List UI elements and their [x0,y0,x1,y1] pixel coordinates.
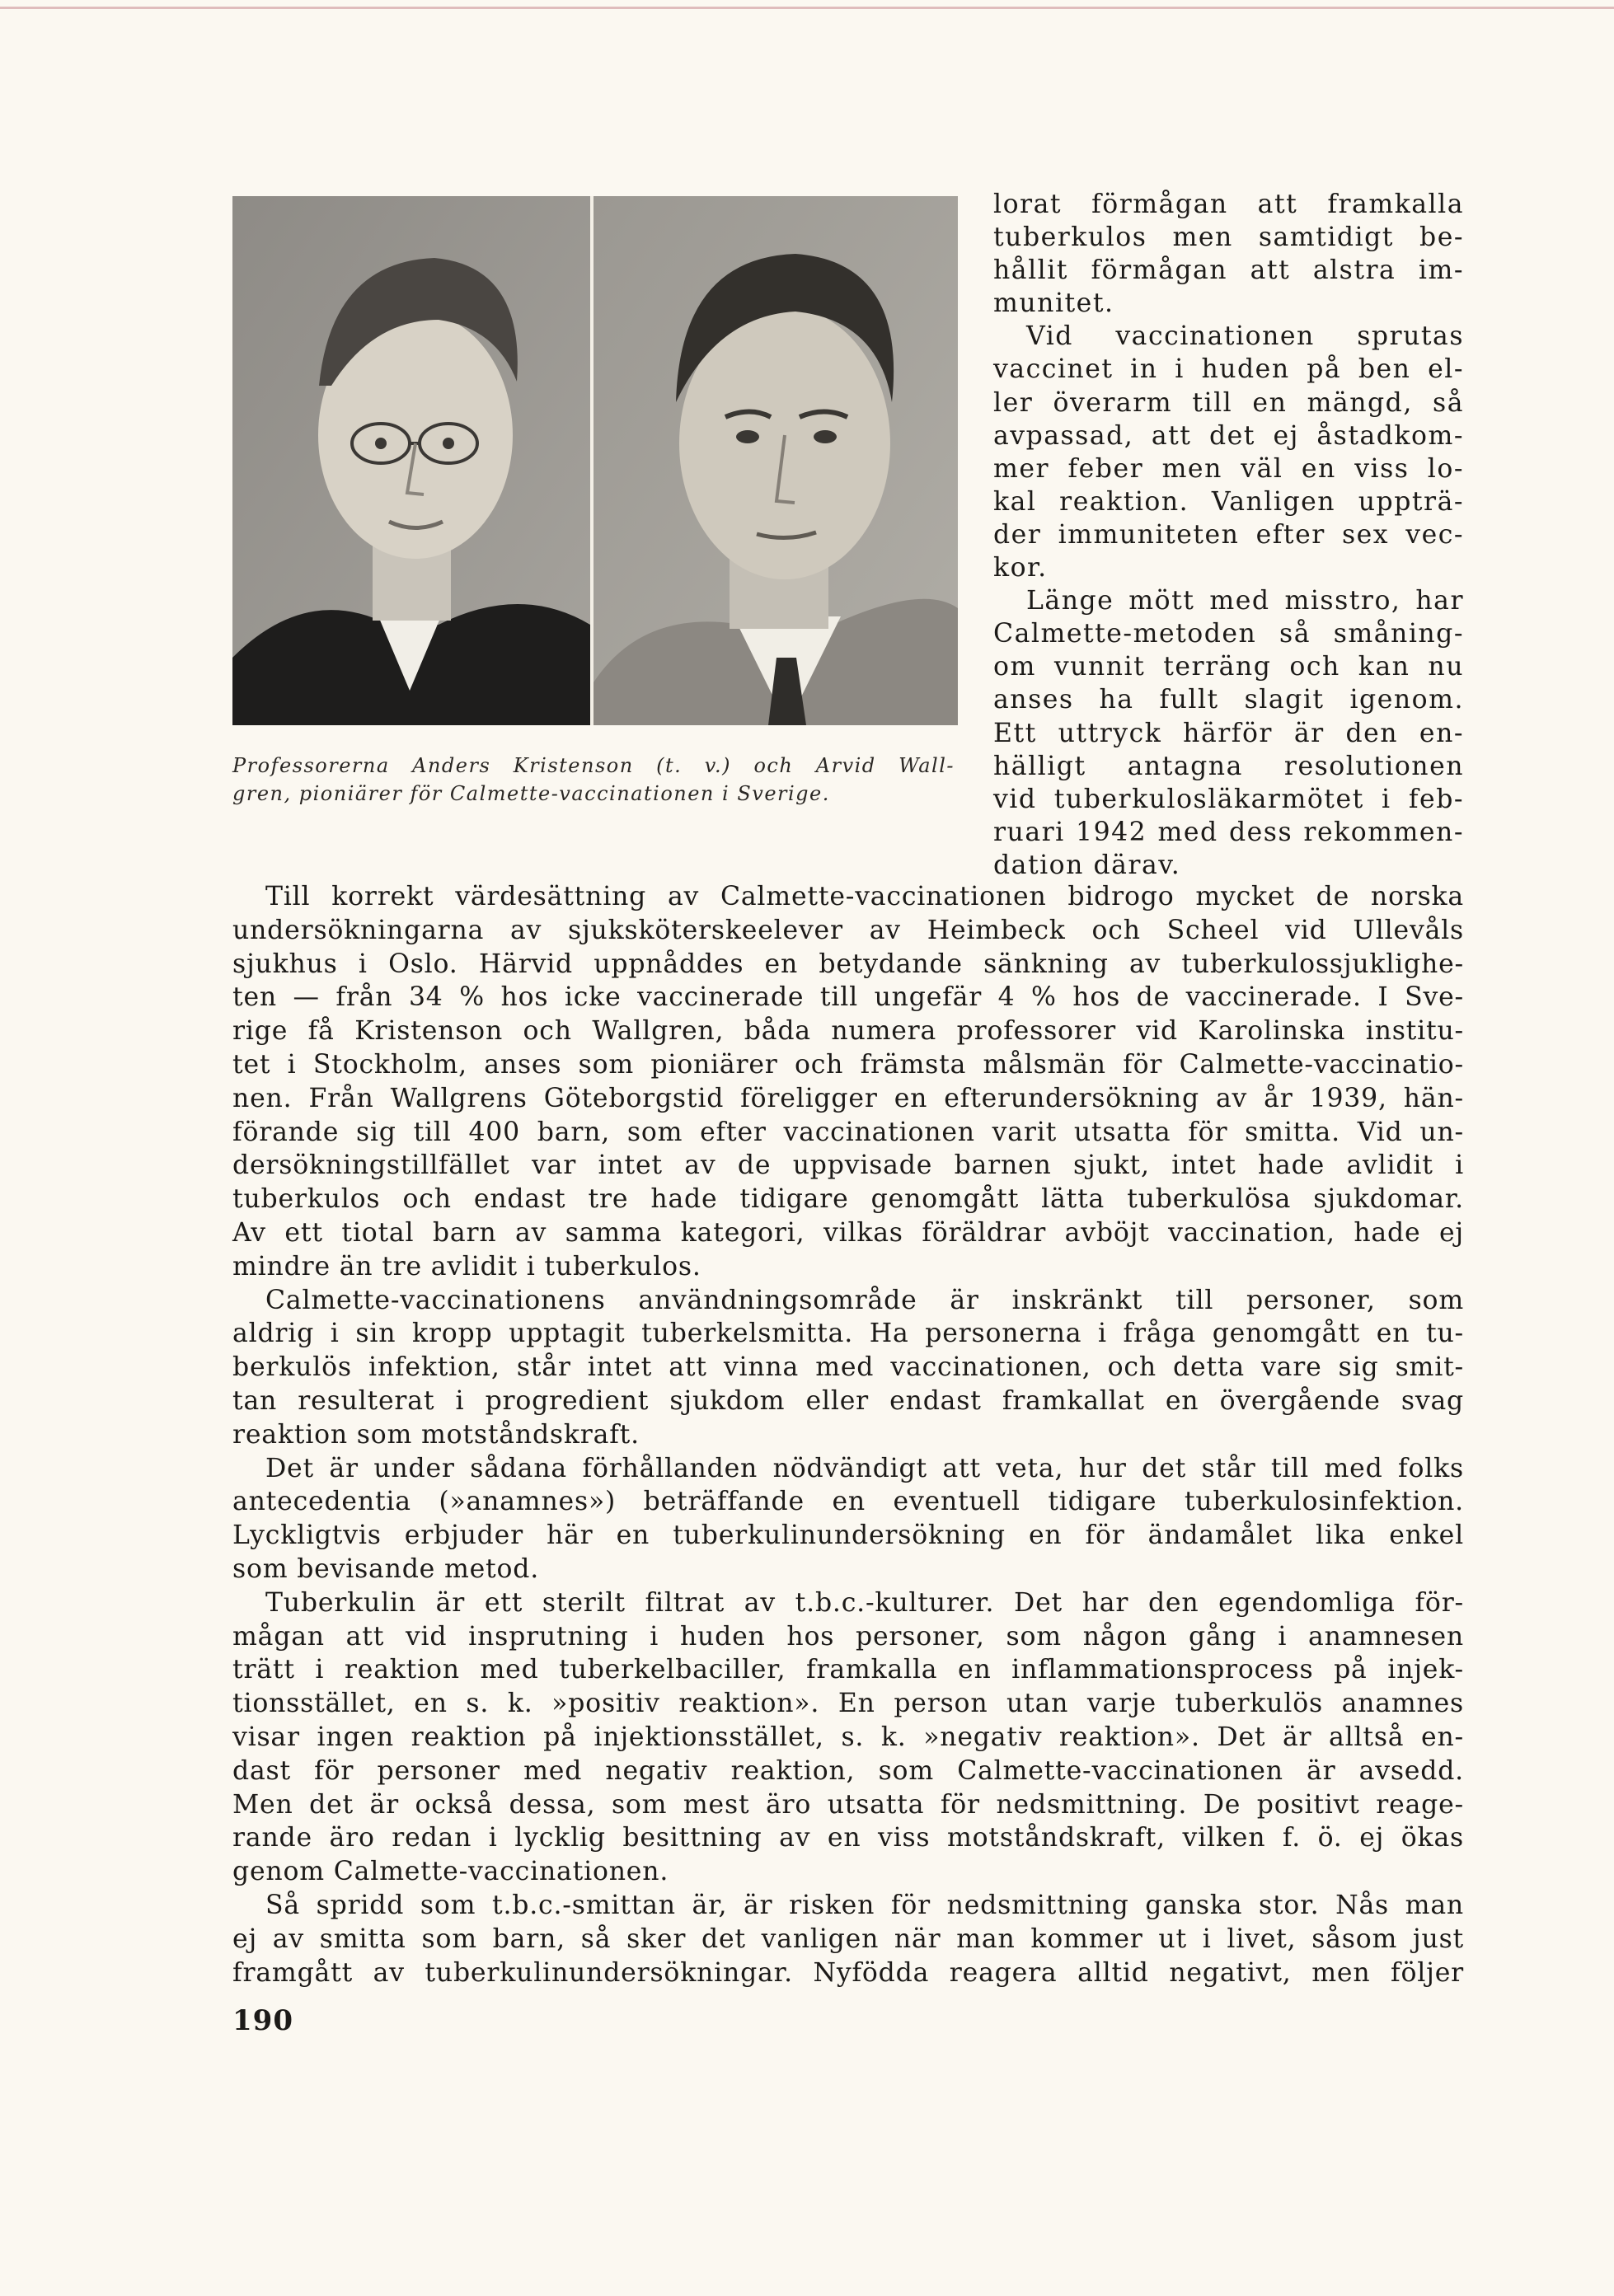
text-line: hälligt antagna resolutionen [993,751,1464,781]
text-line: vid tuberkulosläkarmötet i feb- [993,784,1464,814]
text-line: hållit förmågan att alstra im- [993,255,1464,286]
text-line: rande äro redan i lycklig besittning av en viss motståndskraft, vilken f. ö. ej ökas [232,1823,1464,1853]
text-line: dation därav. [993,850,1181,880]
text-line: der immuniteten efter sex vec- [993,519,1464,550]
page-number: 190 [232,2004,293,2037]
text-line: berkulös infektion, står intet att vinna med vaccinationen, och detta vare sig smit- [232,1352,1464,1383]
text-line: Så spridd som t.b.c.-smittan är, är risken för nedsmittning ganska stor. Nås man [265,1890,1464,1920]
text-line: tuberkulos men samtidigt be- [993,223,1464,253]
text-line: Av ett tiotal barn av samma kategori, vilkas föräldrar avböjt vaccination, hade ej [232,1217,1464,1248]
text-line: Vid vaccinationen sprutas [1026,321,1464,352]
text-line: om vunnit terräng och kan nu [993,652,1464,682]
text-line: undersökningarna av sjuksköterskeelever av Heimbeck och Scheel vid Ullevåls [232,915,1464,945]
portrait-photo-right [590,196,958,725]
photo-caption [232,752,955,808]
text-line: dersökningstillfället var intet av de uppvisade barnen sjukt, intet hade avlidit i [232,1150,1464,1181]
text-line: Lyckligtvis erbjuder här en tuberkulinundersökning en för ändamålet lika enkel [232,1521,1464,1551]
text-line: ten — från 34 % hos icke vaccinerade till ungefär 4 % hos de vaccinerade. I Sve- [232,982,1464,1013]
text-line: ler överarm till en mängd, så [993,387,1464,418]
portrait-photo-left [232,196,590,725]
text-line: rige få Kristenson och Wallgren, båda numera professorer vid Karolinska institu- [232,1016,1464,1047]
text-line: förande sig till 400 barn, som efter vaccinationen varit utsatta för smitta. Vid un- [232,1117,1464,1147]
text-line: vaccinet in i huden på ben el- [993,354,1464,385]
text-line: avpassad, att det ej åstadkom- [993,420,1464,451]
text-line: mindre än tre avlidit i tuberkulos. [232,1251,701,1282]
text-line: ej av smitta som barn, så sker det vanligen när man kommer ut i livet, såsom just [232,1923,1464,1954]
side-column-text [993,188,1464,882]
text-line: tan resulterat i progredient sjukdom eller endast framkallat en övergående svag [232,1385,1464,1416]
text-line: tuberkulos och endast tre hade tidigare genomgått lätta tuberkulösa sjukdomar. [232,1184,1464,1215]
text-line: trätt i reaktion med tuberkelbaciller, framkalla en inflammationsprocess på injek- [232,1655,1464,1685]
caption-line: Professorerna Anders Kristenson (t. v.) och Arvid Wall- [232,754,955,777]
text-line: Det är under sådana förhållanden nödvändigt att veta, hur det står till med folks [265,1453,1464,1483]
text-line: lorat förmågan att framkalla [993,190,1464,219]
main-column-text [232,880,1464,1989]
text-line: Calmette-vaccinationens användningsområde är inskränkt till personer, som [265,1285,1464,1315]
text-line: tionsstället, en s. k. »positiv reaktion». En person utan varje tuberkulös anamnes [232,1689,1464,1719]
text-line: Men det är också dessa, som mest äro utsatta för nedsmittning. De positivt reage- [232,1789,1464,1820]
text-line: ruari 1942 med dess rekommen- [993,817,1464,847]
text-line: aldrig i sin kropp upptagit tuberkelsmitta. Ha personerna i fråga genomgått en tu- [232,1319,1464,1349]
text-line: antecedentia (»anamnes») beträffande en eventuell tidigare tuberkulosinfektion. [232,1487,1464,1517]
text-line: mågan att vid insprutning i huden hos personer, som någon gång i anamnesen [232,1621,1464,1652]
text-line: kal reaktion. Vanligen uppträ- [993,486,1464,517]
text-line: Länge mött med misstro, har [1026,586,1464,616]
text-line: mer feber men väl en viss lo- [993,453,1464,484]
top-edge-rule [0,7,1614,9]
text-line: Tuberkulin är ett sterilt filtrat av t.b.c.-kulturer. Det har den egendomliga för- [265,1587,1464,1618]
text-line: Ett uttryck härför är den en- [993,718,1464,748]
text-line: visar ingen reaktion på injektionsstället, s. k. »negativ reaktion». Det är alltså en- [232,1722,1464,1752]
text-line: anses ha fullt slagit igenom. [993,685,1464,715]
text-line: framgått av tuberkulinundersökningar. Nyfödda reagera alltid negativt, men följer [232,1957,1464,1988]
caption-line: gren, pioniärer för Calmette-vaccinationen i Sverige. [232,782,830,805]
text-line: genom Calmette-vaccinationen. [232,1857,669,1887]
text-line: tet i Stockholm, anses som pioniärer och främsta målsmän för Calmette-vaccinatio- [232,1049,1464,1080]
text-line: Calmette-metoden så småning- [993,619,1464,649]
text-line: dast för personer med negativ reaktion, som Calmette-vaccinationen är avsedd. [232,1755,1464,1786]
text-line: nen. Från Wallgrens Göteborgstid föreligger en efterundersökning av år 1939, hän- [232,1083,1464,1113]
text-line: munitet. [993,288,1114,319]
text-line: sjukhus i Oslo. Härvid uppnåddes en betydande sänkning av tuberkulossjuklighe- [232,949,1464,979]
text-line: Till korrekt värdesättning av Calmette-vaccinationen bidrogo mycket de norska [265,882,1464,911]
text-line: som bevisande metod. [232,1553,540,1584]
text-line: kor. [993,553,1048,583]
portrait-photos [232,196,955,725]
text-line: reaktion som motståndskraft. [232,1419,640,1450]
